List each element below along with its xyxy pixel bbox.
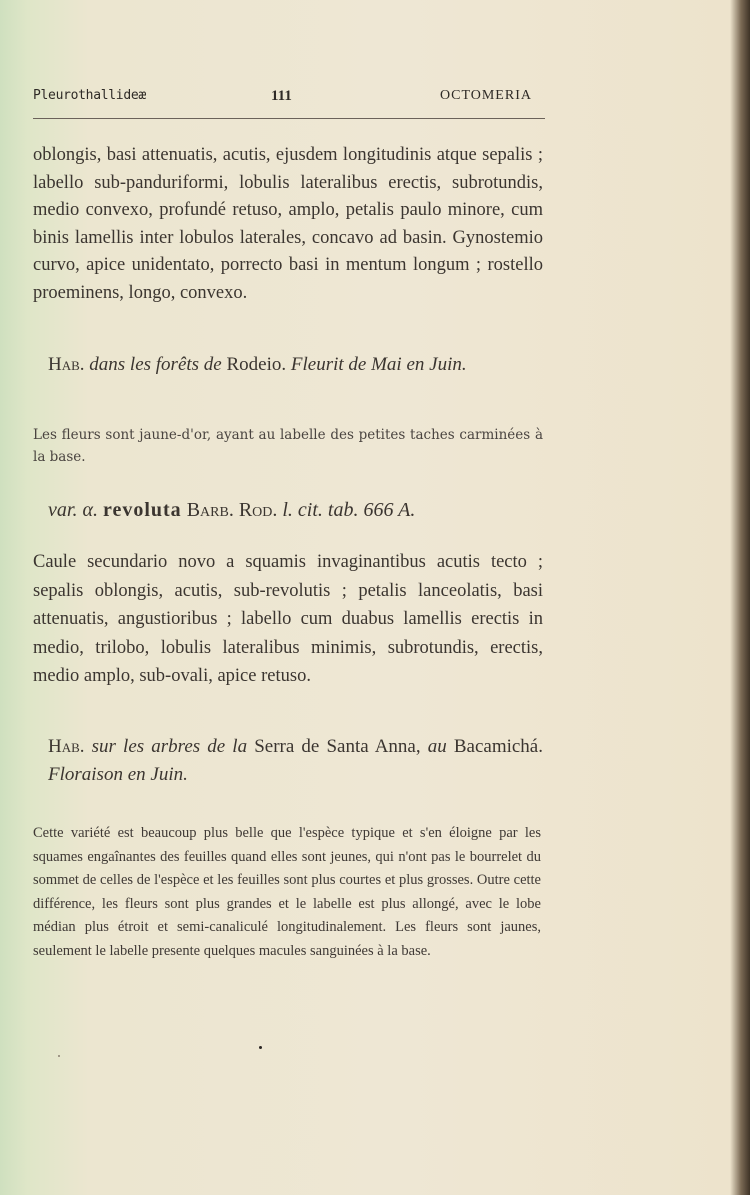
variety-author: Barb. Rod.: [186, 499, 278, 521]
flowering-text: Fleurit de Mai en Juin.: [290, 354, 467, 375]
habitat-place-2: Bacamichá.: [453, 736, 543, 757]
variety-prefix: var. α.: [48, 499, 98, 521]
variety-heading: [48, 497, 543, 525]
habitat-label: Hab.: [48, 354, 85, 375]
habitat-2: [48, 733, 543, 789]
habitat-1: [48, 351, 543, 378]
latin-description-1: oblongis, basi attenuatis, acutis, ejusdem longitudinis atque sepalis ; labello sub-panduriformi, lobulis lateralibus erectis, subrotundis, medio convexo, profundé retuso, amplo, petalis paulo minore, cum binis lamellis inter lobulos laterales, concavo ad basin. Gynostemio curvo, apice unidentato, porrecto basi in mentum longum ; rostello proeminens, longo, convexo.: [33, 145, 543, 303]
latin-description-2: Caule secundario novo a squamis invaginantibus acutis tecto ; sepalis oblongis, acutis, sub-revolutis ; petalis lanceolatis, basi attenuatis, angustioribus ; labello cum duabus lamellis erectis in medio, trilobo, lobulis lateralibus minimis, subrotundis, erectis, medio amplo, sub-ovali, apice retuso.: [33, 552, 543, 686]
habitat-text: dans les forêts de: [89, 354, 222, 375]
header-rule: [33, 118, 545, 119]
ink-speck: [58, 1055, 60, 1057]
habitat-label: Hab.: [48, 736, 85, 757]
flowering-text: Floraison en Juin.: [48, 764, 188, 785]
page-number: 111: [271, 88, 292, 104]
habitat-text-2: au: [427, 736, 447, 757]
variety-name: revoluta: [102, 499, 182, 521]
note-1: Les fleurs sont jaune-d'or, ayant au labelle des petites taches carminées à la base.: [33, 427, 543, 465]
variety-ref: l. cit. tab. 666 A.: [282, 499, 416, 521]
habitat-place: Rodeio.: [226, 354, 287, 375]
note-2: Cette variété est beaucoup plus belle que l'espèce typique et s'en éloigne par les squames engaînantes des feuilles quand elles sont jeunes, qui n'ont pas le bourrelet du sommet de celles de l'espèce et les feuilles sont plus courtes et plus grosses. Outre cette différence, les fleurs sont plus grandes et le labelle est plus allongé, avec le lobe médian plus étroit et semi-canaliculé longitudinalement. Les fleurs sont jaunes, seulement le labelle presente quelques macules sanguinées à la base.: [33, 825, 541, 959]
habitat-text: sur les arbres de la: [91, 736, 248, 757]
habitat-place: Serra de Santa Anna,: [254, 736, 421, 757]
ink-speck: [259, 1046, 262, 1049]
running-head-genus: OCTOMERIA: [440, 88, 532, 103]
running-head-section: Pleurothallideæ: [33, 88, 146, 103]
